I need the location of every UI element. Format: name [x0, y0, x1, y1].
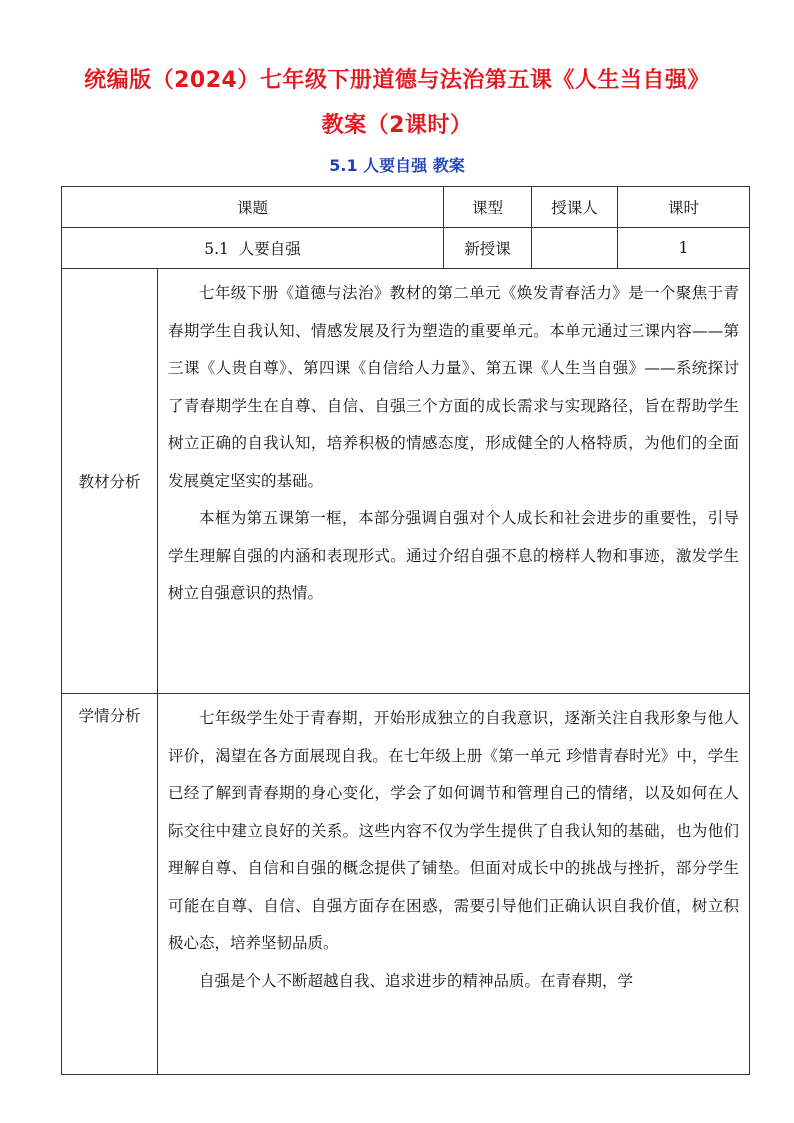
header-teacher: 授课人: [532, 187, 618, 228]
table-header-row: [62, 187, 750, 228]
learner-analysis-content: [158, 694, 750, 1075]
textbook-analysis-paragraph-1: 七年级下册《道德与法治》教材的第二单元《焕发青春活力》是一个聚焦于青春期学生自我认知、情感发展及行为塑造的重要单元。本单元通过三课内容——第三课《人贵自尊》、第四课《自信给人力量》、第五课《人生当自强》——系统探讨了青春期学生在自尊、自信、自强三个方面的成长需求与实现路径，旨在帮助学生树立正确的自我认知，培养积极的情感态度，形成健全的人格特质，为他们的全面发展奠定坚实的基础。: [168, 284, 740, 490]
cell-teacher: [532, 228, 618, 269]
cell-topic: 5.1 人要自强: [62, 228, 444, 269]
textbook-analysis-paragraph-2: 本框为第五课第一框，本部分强调自强对个人成长和社会进步的重要性，引导学生理解自强的内涵和表现形式。通过介绍自强不息的榜样人物和事迹，激发学生树立自强意识的热情。: [168, 509, 740, 602]
label-learner-analysis: 学情分析: [62, 694, 158, 1075]
document-title-line2: 教案（2课时）: [321, 113, 473, 138]
header-type: 课型: [444, 187, 532, 228]
table-row: [62, 228, 750, 269]
learner-analysis-paragraph-1: 七年级学生处于青春期，开始形成独立的自我意识，逐渐关注自我形象与他人评价，渴望在各方面展现自我。在七年级上册《第一单元 珍惜青春时光》中，学生已经了解到青春期的身心变化，学会了如何调节和管理自己的情绪，以及如何在人际交往中建立良好的关系。这些内容不仅为学生提供了自我认知的基础，也为他们理解自尊、自信和自强的概念提供了铺垫。但面对成长中的挑战与挫折，部分学生可能在自尊、自信、自强方面存在困惑，需要引导他们正确认识自我价值，树立积极心态，培养坚韧品质。: [168, 709, 740, 952]
lesson-subtitle: 5.1 人要自强 教案: [329, 156, 465, 175]
document-title-line1: 统编版（2024）七年级下册道德与法治第五课《人生当自强》: [84, 68, 710, 93]
table-row-learner-analysis: [62, 694, 750, 1075]
cell-type: 新授课: [444, 228, 532, 269]
table-row-textbook-analysis: [62, 269, 750, 694]
learner-analysis-paragraph-2: 自强是个人不断超越自我、追求进步的精神品质。在青春期，学: [199, 971, 634, 990]
header-topic: 课题: [62, 187, 444, 228]
label-textbook-analysis: 教材分析: [62, 269, 158, 694]
header-hours: 课时: [618, 187, 750, 228]
cell-hours: 1: [618, 228, 750, 269]
textbook-analysis-content: [158, 269, 750, 694]
lesson-plan-table: [61, 186, 750, 1075]
